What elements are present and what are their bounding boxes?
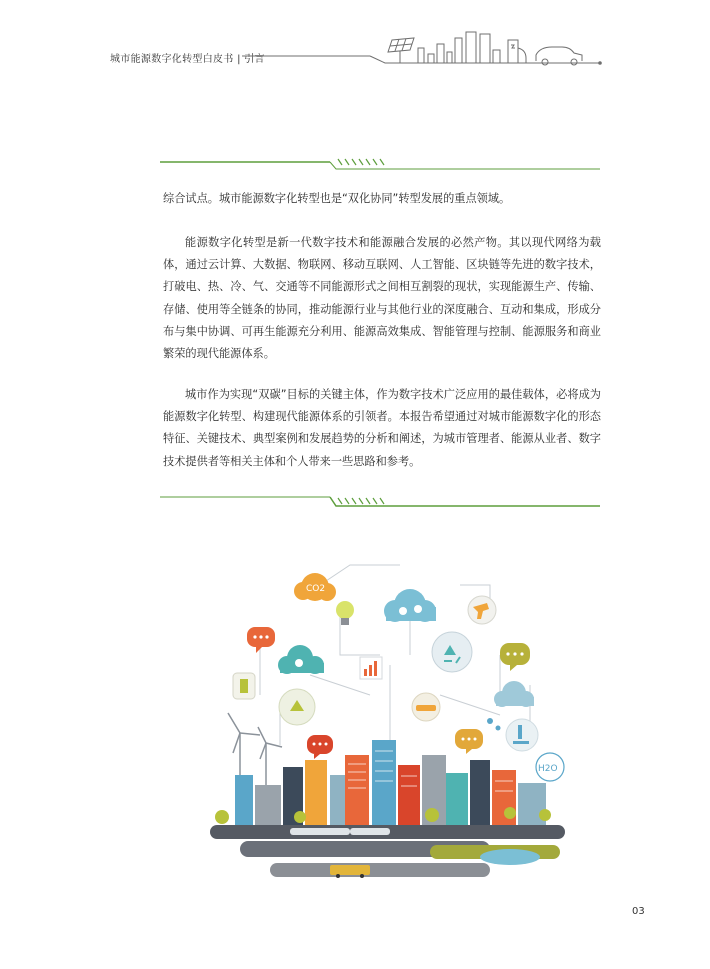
chat-bubble-icon bbox=[307, 735, 333, 759]
city-buildings bbox=[235, 740, 546, 825]
intro-paragraph-2 bbox=[163, 232, 601, 365]
light-bulb-icon bbox=[336, 601, 354, 625]
chat-bubble-icon bbox=[455, 729, 483, 754]
solar-panel-icon bbox=[388, 38, 414, 63]
paragraph-text: 城市作为实现“双碳”目标的关键主体，作为数字技术广泛应用的最佳载体，必将成为能源数字化转型、构建现代能源体系的引领者。本报告希望通过对城市能源数字化的形态特征、关键技术、典型案例和发展趋势的分析和阐述，为城市管理者、能源从业者、数字技术提供者等相关主体和个人带来一些思路和参考。 bbox=[163, 388, 601, 468]
recycle-icon bbox=[279, 689, 315, 725]
buildings-icon bbox=[418, 32, 500, 63]
ev-car-icon bbox=[412, 693, 440, 721]
header-skyline-graphic bbox=[0, 28, 710, 78]
intro-paragraph-1 bbox=[163, 188, 601, 210]
h2o-icon bbox=[536, 753, 564, 781]
page-number: 03 bbox=[632, 906, 645, 917]
ev-charger-icon bbox=[508, 40, 526, 63]
water-drop-icon bbox=[487, 718, 501, 731]
paragraph-text: 能源数字化转型是新一代数字技术和能源融合发展的必然产物。其以现代网络为载体，通过云计算、大数据、物联网、移动互联网、人工智能、区块链等先进的数字技术，打破电、热、冷、气、交通等不同能源形式之间相互割裂的现状，实现能源生产、传输、存储、使用等全链条的协同，推动能源行业与其他行业的深度融合、互动和集成，形成分布与集中协调、可再生能源充分利用、能源高效集成、智能管理与控制、能源服务和商业繁荣的现代能源体系。 bbox=[163, 236, 601, 361]
smart-city-illustration bbox=[200, 545, 580, 890]
cloud-gears-icon bbox=[384, 589, 436, 622]
train-icon bbox=[290, 828, 390, 835]
car-icon bbox=[536, 47, 582, 65]
hair-dryer-icon bbox=[468, 596, 496, 624]
recycle-icon bbox=[432, 632, 472, 672]
section-divider-top bbox=[160, 152, 600, 172]
header-title: 城市能源数字化转型白皮书 | 引言 bbox=[110, 54, 265, 65]
bar-chart-icon bbox=[360, 657, 382, 679]
microscope-icon bbox=[506, 719, 538, 751]
battery-icon bbox=[233, 673, 255, 699]
co2-cloud-icon bbox=[294, 573, 336, 601]
paragraph-text: 综合试点。城市能源数字化转型也是“双化协同”转型发展的重点领域。 bbox=[163, 192, 511, 205]
chat-bubble-icon bbox=[247, 627, 275, 653]
chat-bubble-icon bbox=[500, 643, 530, 671]
intro-paragraph-3 bbox=[163, 384, 601, 473]
co2-label: CO2 bbox=[306, 584, 326, 594]
section-divider-bottom bbox=[160, 493, 600, 513]
cloud-gear-icon bbox=[278, 645, 324, 674]
h2o-label: H2O bbox=[538, 764, 558, 774]
